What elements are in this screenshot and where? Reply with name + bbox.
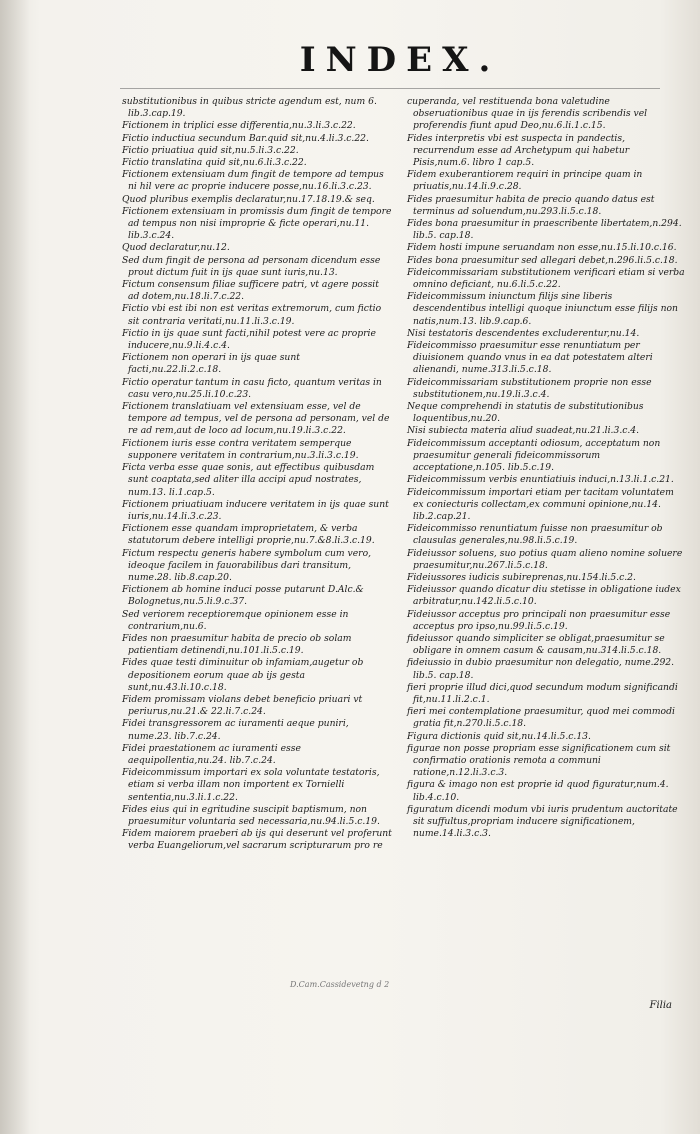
index-entry: fieri mei contemplatione praesumitur, quod mei commodi gratia fit,n.270.li.5.c.18. — [407, 706, 675, 730]
index-entry: Quod declaratur,nu.12. — [122, 242, 230, 254]
index-entry: Fides non praesumitur habita de precio ob solam patientiam detinendi,nu.101.li.5.c.19. — [122, 632, 352, 657]
index-entry: Fictionem ab homine induci posse putarunt D.Alc.& Bolognetus,nu.5.li.9.c.37. — [122, 584, 364, 608]
index-entry: Fictionem esse quandam improprietatem, & verba statutorum debere intelligi proprie,nu.7.&8.li.3.c.19. — [122, 523, 375, 547]
index-entry: Nisi subiecta materia aliud suadeat,nu.21.li.3.c.4. — [407, 425, 640, 437]
index-entry: Fideiussor quando dicatur diu stetisse in obligatione iudex arbitratur,nu.142.li.5.c.10. — [407, 584, 681, 608]
index-entry: Sed veriorem receptioremque opinionem esse in contrarium,nu.6. — [122, 608, 349, 632]
index-entry: Fictio vbi est ibi non est veritas extremorum, cum fictio sit contraria veritati,nu.11.li.3.c.19. — [122, 303, 382, 327]
index-entry: Fictionem translatiuam vel extensiuam esse, vel de tempore ad tempus, vel de persona ad personam, vel de re ad rem,aut de loco ad locum,nu.19.li.3.c.22. — [122, 401, 390, 437]
index-entry: Ficta verba esse quae sonis, aut effectibus quibusdam sunt coaptata,sed aliter illa accipi apud nostrates, num.13. li.1.cap.5. — [122, 462, 375, 498]
index-entry: Fictio operatur tantum in casu ficto, quantum veritas in casu vero,nu.25.li.10.c.23. — [122, 376, 382, 400]
index-entry: Fideiussores iudicis subireprenas,nu.154.li.5.c.2. — [407, 571, 636, 583]
index-entry: Sed dum fingit de persona ad personam dicendum esse prout dictum fuit in ijs quae sunt iuris,nu.13. — [122, 254, 381, 278]
index-entry: Fidem exuberantiorem requiri in principe quam in priuatis,nu.14.li.9.c.28. — [407, 169, 643, 193]
index-entry: Fides quae testi diminuitur ob infamiam,augetur ob depositionem eorum quae ab ijs gesta sunt,nu.43.li.10.c.18. — [122, 657, 364, 693]
index-entry: Fictionem in triplici esse differentia,nu.3.li.3.c.22. — [122, 120, 356, 132]
index-entry: Fictio inductiua secundum Bar.quid sit,nu.4.li.3.c.22. — [122, 132, 369, 144]
index-entry: Quod pluribus exemplis declaratur,nu.17.18.19.& seq. — [122, 193, 375, 205]
index-entry: Fideiussor acceptus pro principali non praesumitur esse acceptus pro ipso,nu.99.li.5.c.19. — [407, 608, 671, 632]
index-entry: Fideiussor soluens, suo potius quam alieno nomine soluere praesumitur,nu.267.li.5.c.18. — [407, 547, 683, 571]
index-entry: Fidem promissam violans debet beneficio priuari vt periurus,nu.21.& 22.li.7.c.24. — [122, 693, 363, 718]
index-entry: Fideicommisso praesumitur esse renuntiatum per diuisionem quando vnus in ea dat potestatem alteri alienandi, nume.313.li.5.c.18. — [407, 340, 653, 376]
index-entry: cuperanda, vel restituenda bona valetudine obseruationibus quae in ijs ferendis scribendis vel proferendis fiunt apud Deo,nu.6.li.1.c.15. — [407, 96, 648, 132]
index-entry: figura & imago non est proprie id quod figuratur,num.4. lib.4.c.10. — [407, 779, 669, 803]
index-entry: Fideicommissum iniunctum filijs sine liberis descendentibus intelligi quoque iniunctum esse filijs non natis,num.13. lib.9.cap.6. — [407, 291, 678, 327]
index-entry: Fictionem iuris esse contra veritatem semperque supponere veritatem in contrarium,nu.3.li.3.c.19. — [122, 437, 359, 461]
catchword: Filia — [649, 1000, 672, 1011]
index-entry: Fides interpretis vbi est suspecta in pandectis, recurrendum esse ad Archetypum qui habetur Pisis,num.6. libro 1 cap.5. — [407, 132, 630, 169]
index-entry: fieri proprie illud dici,quod secundum modum significandi fit,nu.11.li.2.c.1. — [407, 681, 678, 705]
index-entry: figuratum dicendi modum vbi iuris prudentum auctoritate sit suffultus,propriam inducere significationem, nume.14.li.3.c.3. — [407, 803, 678, 840]
index-entry: Fictionem extensiuam dum fingit de tempore ad tempus ni hil vere ac proprie inducere posse,nu.16.li.3.c.23. — [122, 169, 384, 193]
index-entry: Fictionem non operari in ijs quae sunt facti,nu.22.li.2.c.18. — [122, 352, 300, 376]
page-edge-shadow — [0, 0, 30, 1134]
signature-mark: D.Cam.Cassidevetng d 2 — [290, 980, 390, 989]
index-entry: fideiussio in dubio praesumitur non delegatio, nume.292. lib.5. cap.18. — [407, 657, 675, 681]
index-entry: Fidei transgressorem ac iuramenti aeque puniri, nume.23. lib.7.c.24. — [122, 718, 349, 742]
index-entry: Fideicommissum acceptanti odiosum, acceptatum non praesumitur generali fideicommissorum acceptatione,n.105. lib.5.c.19. — [407, 437, 661, 474]
index-entry: Fictio in ijs quae sunt facti,nihil potest vere ac proprie inducere,nu.9.li.4.c.4. — [122, 327, 376, 352]
index-entry: Fidem hosti impune seruandam non esse,nu.15.li.10.c.16. — [407, 242, 677, 254]
index-column-right — [407, 96, 685, 840]
page-title: INDEX. — [299, 40, 501, 80]
index-entry: Fideicommissum importari etiam per tacitam voluntatem ex coniecturis collectam,ex communi opinione,nu.14. lib.2.cap.21. — [407, 486, 674, 522]
index-entry: Fictionem extensiuam in promissis dum fingit de tempore ad tempus non nisi improprie & ficte operari,nu.11. lib.3.c.24. — [122, 205, 392, 242]
index-entry: Fideicommissum importari ex sola voluntate testatoris, etiam si verba illam non importent ex Tornielli sententia,nu.3.li.1.c.22. — [122, 767, 380, 803]
index-entry: Fictio priuatiua quid sit,nu.5.li.3.c.22. — [122, 144, 299, 156]
index-entry: Fictionem priuatiuam inducere veritatem in ijs quae sunt iuris,nu.14.li.3.c.23. — [122, 498, 389, 522]
index-entry: Fideicommissum verbis enuntiatiuis induci,n.13.li.1.c.21. — [407, 474, 674, 486]
index-entry: Nisi testatoris descendentes excluderentur,nu.14. — [407, 327, 640, 339]
title-rule — [120, 88, 660, 89]
index-column-left — [122, 96, 392, 853]
index-entry: Fictum consensum filiae sufficere patri, vt agere possit ad dotem,nu.18.li.7.c.22. — [122, 279, 379, 303]
index-entry: Fides bona praesumitur sed allegari debet,n.296.li.5.c.18. — [407, 254, 678, 266]
index-entry: Fictio translatina quid sit,nu.6.li.3.c.22. — [122, 157, 307, 169]
index-entry: Fidei praestationem ac iuramenti esse aequipollentia,nu.24. lib.7.c.24. — [122, 742, 301, 766]
index-entry: Neque comprehendi in statutis de substitutionibus loquentibus,nu.20. — [407, 401, 644, 425]
index-entry: Fides bona praesumitur in praescribente libertatem,n.294. lib.5. cap.18. — [407, 218, 682, 242]
index-entry: Fictum respectu generis habere symbolum cum vero, ideoque facilem in fauorabilibus dari transitum, nume.28. lib.8.cap.20. — [122, 547, 372, 583]
index-entry: Fidem maiorem praeberi ab ijs qui deserunt vel proferunt verba Euangeliorum,vel sacrarum scripturarum pro re — [122, 828, 392, 852]
index-entry: figurae non posse propriam esse significationem cum sit confirmatio orationis remota a communi ratione,n.12.li.3.c.3. — [407, 742, 671, 779]
index-entry: fideiussor quando simpliciter se obligat,praesumitur se obligare in omnem casum & causam,nu.314.li.5.c.18. — [407, 632, 665, 657]
index-entry: Fides praesumitur habita de precio quando datus est terminus ad soluendum,nu.293.li.5.c.18. — [407, 193, 655, 217]
index-entry: Fideicommissariam substitutionem proprie non esse substitutionem,nu.19.li.3.c.4. — [407, 376, 652, 400]
index-entry: substitutionibus in quibus stricte agendum est, num 6. lib.3.cap.19. — [122, 96, 377, 120]
index-entry: Fides eius qui in egritudine suscipit baptismum, non praesumitur voluntaria sed necessaria,nu.94.li.5.c.19. — [122, 803, 380, 827]
index-entry: Figura dictionis quid sit,nu.14.li.5.c.13. — [407, 730, 591, 742]
index-entry: Fideicommisso renuntiatum fuisse non praesumitur ob clausulas generales,nu.98.li.5.c.19. — [407, 523, 663, 547]
index-entry: Fideicommissariam substitutionem verificari etiam si verba omnino deficiant, nu.6.li.5.c.22. — [407, 266, 685, 291]
